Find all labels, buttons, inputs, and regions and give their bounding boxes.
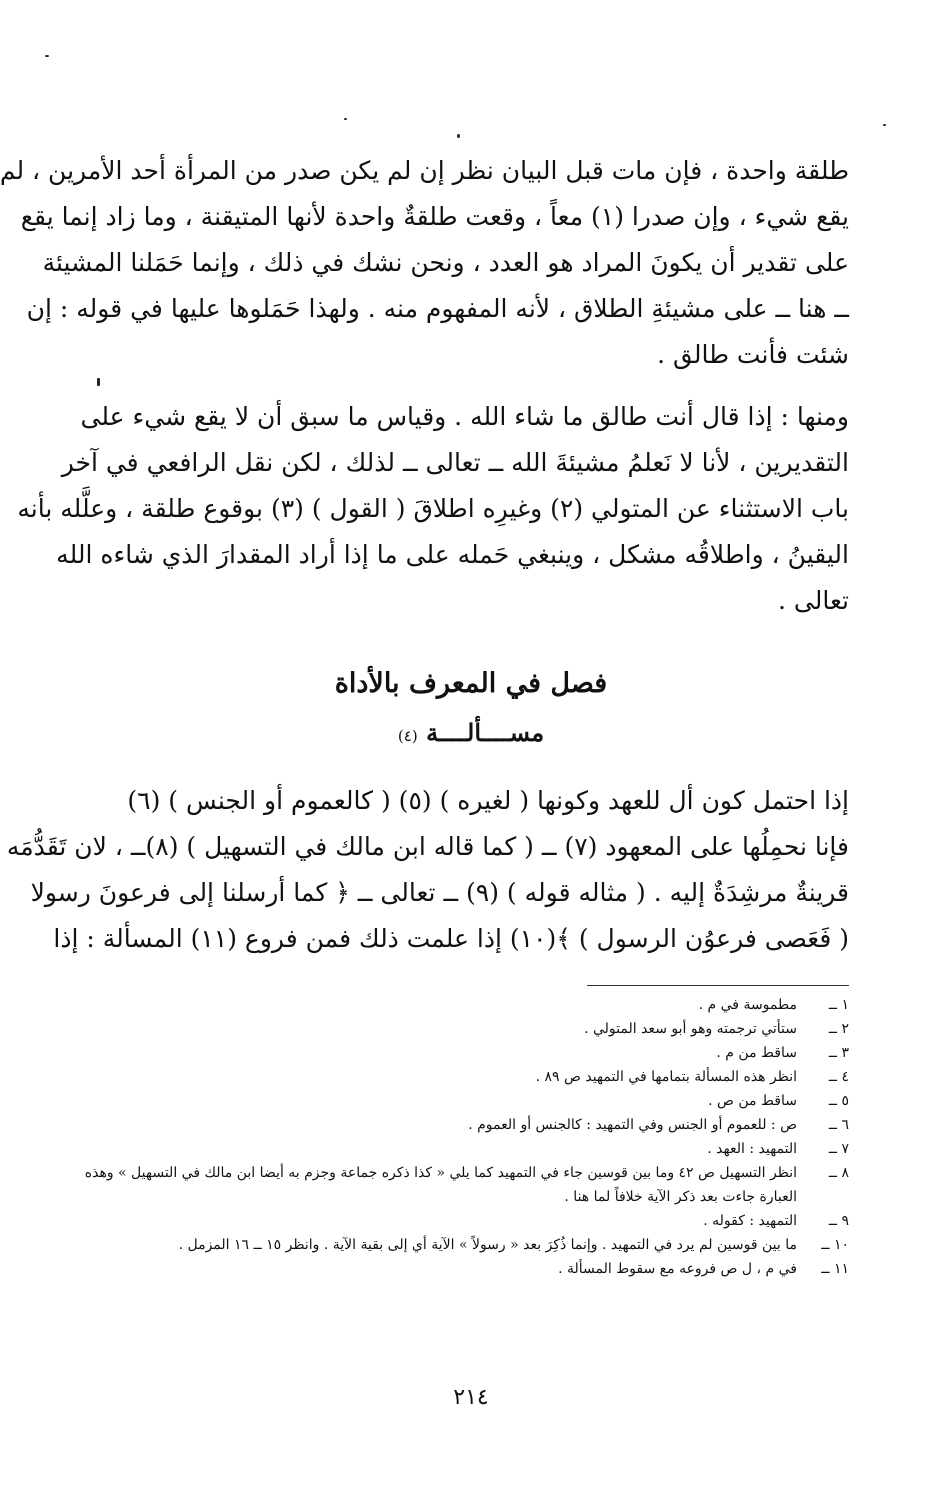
footnote-text: التمهيد : العهد . [707, 1141, 797, 1157]
text-line: ــ هنا ــ على مشيئةِ الطلاق ، لأنه المفهوم منه . ولهذا حَمَلوها عليها في قوله : إن [26, 294, 849, 323]
footnote-text: ساقط من م . [716, 1045, 797, 1061]
footnote-text: انظر هذه المسألة بتمامها في التمهيد ص ٨٩ . [535, 1069, 797, 1085]
footnote-text: العبارة جاءت بعد ذكر الآية خلافاً لما هنا . [564, 1189, 797, 1205]
footnote-number: ٣ ــ [828, 1045, 849, 1061]
paragraph-2 [17, 394, 849, 624]
footnote-number: ٢ ــ [828, 1021, 849, 1037]
footnote [79, 993, 849, 1017]
text-line: قرينةٌ مرشِدَةٌ إليه . ( مثاله قوله ) (٩) ــ تعالى ــ ﴿ كما أرسلنا إلى فرعونَ رسولا [30, 878, 849, 907]
masala-heading [1, 718, 941, 747]
footnote [79, 1089, 849, 1113]
footnote-number: ١ ــ [828, 997, 849, 1013]
masala-title: مســــألــــة [426, 718, 545, 747]
footnote-text: ستأتي ترجمته وهو أبو سعد المتولي . [584, 1021, 797, 1037]
text-line: على تقدير أن يكونَ المراد هو العدد ، ونحن نشك في ذلك ، وإنما حَمَلنا المشيئة [42, 248, 849, 277]
footnote [79, 1137, 849, 1161]
footnote-text: التمهيد : كقوله . [703, 1213, 797, 1229]
footnote-number: ٩ ــ [828, 1213, 849, 1229]
text-line: فإنا نحمِلُها على المعهود (٧) ــ ( كما قاله ابن مالك في التسهيل ) (٨)ــ ، لان تَقَدُّمَه [6, 832, 849, 861]
text-line: باب الاستثناء عن المتولي (٢) وغيرِه اطلاقَ ( القول ) (٣) بوقوع طلقة ، وعلَّله بأنه [17, 494, 849, 523]
section-title: فصل في المعرف بالأداة [334, 668, 608, 699]
text-line: تعالى . [778, 586, 849, 615]
footnote-ref: (٤) [397, 727, 418, 745]
scan-speck [344, 118, 347, 120]
footnote-number: ١٠ ــ [821, 1237, 849, 1253]
scan-speck [457, 134, 460, 138]
paragraph-3 [6, 778, 849, 962]
text-line: ومنها : إذا قال أنت طالق ما شاء الله . وقياس ما سبق أن لا يقع شيء على [80, 402, 849, 431]
footnote [79, 1161, 849, 1185]
text-line: اليقينُ ، واطلاقُه مشكل ، وينبغي حَمله على ما إذا أراد المقدارَ الذي شاءه الله [56, 540, 849, 569]
text-line: شئت فأنت طالق . [657, 340, 849, 369]
scan-speck [45, 55, 49, 57]
text-line: التقديرين ، لأنا لا نَعلمُ مشيئةَ الله ــ تعالى ــ لذلك ، لكن نقل الرافعي في آخر [61, 448, 849, 477]
footnote [79, 1209, 849, 1233]
footnote [79, 1113, 849, 1137]
footnote [79, 1233, 849, 1257]
footnote-divider [587, 985, 849, 986]
paragraph-1 [0, 148, 849, 378]
footnote-text: مطموسة في م . [698, 997, 797, 1013]
footnote-text: ص : للعموم أو الجنس وفي التمهيد : كالجنس أو العموم . [468, 1117, 797, 1133]
footnotes [79, 993, 849, 1281]
text-line: يقع شيء ، وإن صدرا (١) معاً ، وقعت طلقةٌ واحدة لأنها المتيقنة ، وما زاد إنما يقع [20, 202, 849, 231]
scan-speck [883, 124, 886, 126]
scan-speck [97, 378, 100, 386]
footnote [79, 1017, 849, 1041]
text-line: طلقة واحدة ، فإن مات قبل البيان نظر إن لم يكن صدر من المرأة أحد الأمرين ، لم [0, 156, 849, 185]
footnote-number: ١١ ــ [821, 1261, 849, 1277]
footnote-number: ٦ ــ [828, 1117, 849, 1133]
footnote-number: ٧ ــ [828, 1141, 849, 1157]
footnote-number: ٥ ــ [828, 1093, 849, 1109]
footnote-continuation [79, 1185, 849, 1209]
footnote [79, 1257, 849, 1281]
text-line: ( فَعَصى فرعوُن الرسول ) ﴾(١٠) إذا علمت ذلك فمن فروع (١١) المسألة : إذا [53, 924, 849, 953]
footnote-text: ساقط من ص . [708, 1093, 797, 1109]
text-line: إذا احتمل كون أل للعهد وكونها ( لغيره ) (٥) ( كالعموم أو الجنس ) (٦) [127, 786, 849, 815]
footnote [79, 1065, 849, 1089]
page-number: ٢١٤ [453, 1385, 489, 1410]
footnote-text: انظر التسهيل ص ٤٢ وما بين قوسين جاء في التمهيد كما يلي « كذا ذكره جماعة وجزم به أيضا ابن مالك في التسهيل » وهذه [84, 1165, 797, 1181]
footnote [79, 1041, 849, 1065]
footnote-text: في م ، ل ص فروعه مع سقوط المسألة . [558, 1261, 797, 1277]
footnote-number: ٨ ــ [828, 1165, 849, 1181]
footnote-number: ٤ ــ [828, 1069, 849, 1085]
footnote-text: ما بين قوسين لم يرد في التمهيد . وإنما ذُكِرَ بعد « رسولاً » الآية أي إلى بقية الآية . وانظر ١٥ ــ ١٦ المزمل . [178, 1237, 797, 1253]
book-page [1, 0, 941, 1492]
